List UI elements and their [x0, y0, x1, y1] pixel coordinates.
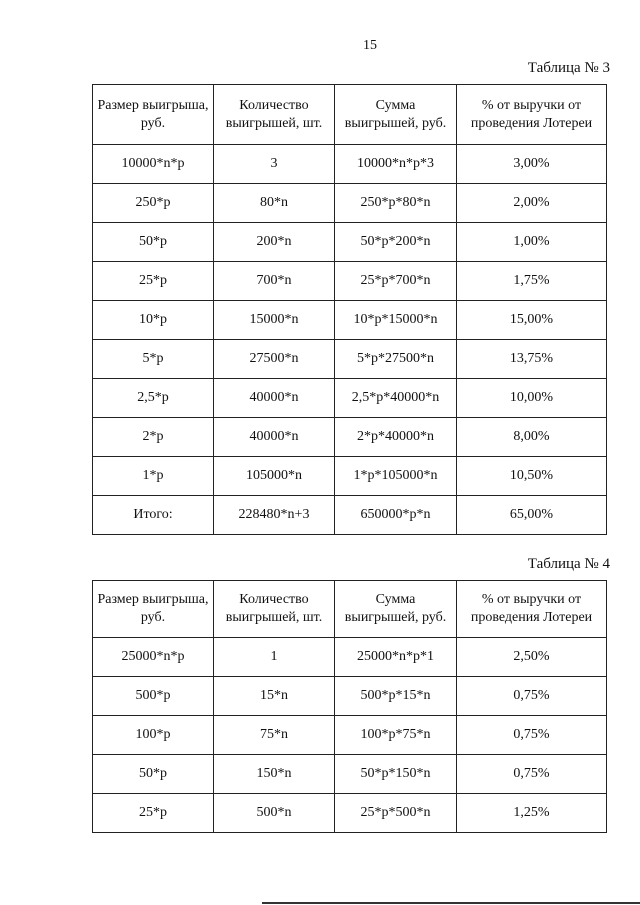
- cell-revenue-percent: 3,00%: [457, 145, 607, 184]
- cell-prize-count: 200*n: [214, 223, 335, 262]
- cell-prize-count: 75*n: [214, 716, 335, 755]
- cell-prize-sum: 50*p*200*n: [335, 223, 457, 262]
- cell-prize-size: 250*p: [93, 184, 214, 223]
- cell-prize-sum: 5*p*27500*n: [335, 340, 457, 379]
- table-row: [93, 716, 607, 755]
- cell-prize-sum: 25*p*500*n: [335, 794, 457, 833]
- cell-prize-count: 228480*n+3: [214, 496, 335, 535]
- cell-revenue-percent: 2,00%: [457, 184, 607, 223]
- table-row: [93, 340, 607, 379]
- cell-prize-count: 15*n: [214, 677, 335, 716]
- cell-prize-count: 150*n: [214, 755, 335, 794]
- cell-prize-count: 1: [214, 638, 335, 677]
- prize-table-4: [92, 580, 607, 833]
- table-row: [93, 677, 607, 716]
- column-header-revenue-percent: % от выручки от проведения Лотереи: [457, 85, 607, 145]
- table-4-caption: Таблица № 4: [527, 556, 610, 572]
- cell-revenue-percent: 1,25%: [457, 794, 607, 833]
- table-header-row: [93, 581, 607, 638]
- cell-prize-sum: 2*p*40000*n: [335, 418, 457, 457]
- cell-prize-sum: 25*p*700*n: [335, 262, 457, 301]
- column-header-prize-sum: Сумма выигрышей, руб.: [335, 581, 457, 638]
- cell-prize-size: 25000*n*p: [93, 638, 214, 677]
- cell-prize-sum: 50*p*150*n: [335, 755, 457, 794]
- page-number: 15: [363, 38, 377, 53]
- table-3-caption: Таблица № 3: [527, 60, 610, 76]
- cell-prize-count: 40000*n: [214, 418, 335, 457]
- table-row: [93, 418, 607, 457]
- table-row: [93, 638, 607, 677]
- prize-table-3: [92, 84, 607, 535]
- column-header-prize-count: Количество выигрышей, шт.: [214, 85, 335, 145]
- cell-revenue-percent: 0,75%: [457, 677, 607, 716]
- cell-prize-size: 25*p: [93, 794, 214, 833]
- cell-prize-sum: 500*p*15*n: [335, 677, 457, 716]
- table-row: [93, 262, 607, 301]
- table-row: [93, 794, 607, 833]
- table-row: [93, 457, 607, 496]
- table-row: [93, 379, 607, 418]
- table-row: [93, 223, 607, 262]
- cell-prize-count: 3: [214, 145, 335, 184]
- cell-revenue-percent: 10,50%: [457, 457, 607, 496]
- cell-revenue-percent: 10,00%: [457, 379, 607, 418]
- cell-prize-count: 27500*n: [214, 340, 335, 379]
- cell-prize-size: 50*p: [93, 223, 214, 262]
- cell-prize-sum: 2,5*p*40000*n: [335, 379, 457, 418]
- cell-prize-size: 50*p: [93, 755, 214, 794]
- column-header-prize-size: Размер выигрыша, руб.: [93, 85, 214, 145]
- cell-prize-sum: 250*p*80*n: [335, 184, 457, 223]
- cell-prize-sum: 650000*p*n: [335, 496, 457, 535]
- column-header-prize-size: Размер выигрыша, руб.: [93, 581, 214, 638]
- cell-prize-count: 40000*n: [214, 379, 335, 418]
- table-row: [93, 301, 607, 340]
- table-row: [93, 496, 607, 535]
- cell-prize-size: 100*p: [93, 716, 214, 755]
- cell-prize-count: 105000*n: [214, 457, 335, 496]
- table-row: [93, 755, 607, 794]
- cell-prize-size: 5*p: [93, 340, 214, 379]
- column-header-prize-sum: Сумма выигрышей, руб.: [335, 85, 457, 145]
- cell-revenue-percent: 0,75%: [457, 716, 607, 755]
- cell-revenue-percent: 1,00%: [457, 223, 607, 262]
- cell-prize-count: 80*n: [214, 184, 335, 223]
- cell-prize-size: 25*p: [93, 262, 214, 301]
- cell-prize-size: 1*p: [93, 457, 214, 496]
- cell-prize-size: 10000*n*p: [93, 145, 214, 184]
- cell-prize-count: 700*n: [214, 262, 335, 301]
- cell-revenue-percent: 65,00%: [457, 496, 607, 535]
- cell-prize-size: 2,5*p: [93, 379, 214, 418]
- cell-prize-count: 15000*n: [214, 301, 335, 340]
- cell-prize-size: 2*p: [93, 418, 214, 457]
- cell-revenue-percent: 15,00%: [457, 301, 607, 340]
- cell-prize-count: 500*n: [214, 794, 335, 833]
- cell-revenue-percent: 8,00%: [457, 418, 607, 457]
- cell-prize-sum: 25000*n*p*1: [335, 638, 457, 677]
- cell-prize-sum: 10*p*15000*n: [335, 301, 457, 340]
- bottom-rule: [262, 902, 640, 904]
- cell-revenue-percent: 2,50%: [457, 638, 607, 677]
- cell-revenue-percent: 13,75%: [457, 340, 607, 379]
- cell-revenue-percent: 1,75%: [457, 262, 607, 301]
- cell-revenue-percent: 0,75%: [457, 755, 607, 794]
- cell-prize-size: 500*p: [93, 677, 214, 716]
- column-header-revenue-percent: % от выручки от проведения Лотереи: [457, 581, 607, 638]
- cell-prize-size: 10*p: [93, 301, 214, 340]
- cell-prize-size: Итого:: [93, 496, 214, 535]
- cell-prize-sum: 1*p*105000*n: [335, 457, 457, 496]
- table-row: [93, 145, 607, 184]
- table-header-row: [93, 85, 607, 145]
- column-header-prize-count: Количество выигрышей, шт.: [214, 581, 335, 638]
- cell-prize-sum: 100*p*75*n: [335, 716, 457, 755]
- cell-prize-sum: 10000*n*p*3: [335, 145, 457, 184]
- table-row: [93, 184, 607, 223]
